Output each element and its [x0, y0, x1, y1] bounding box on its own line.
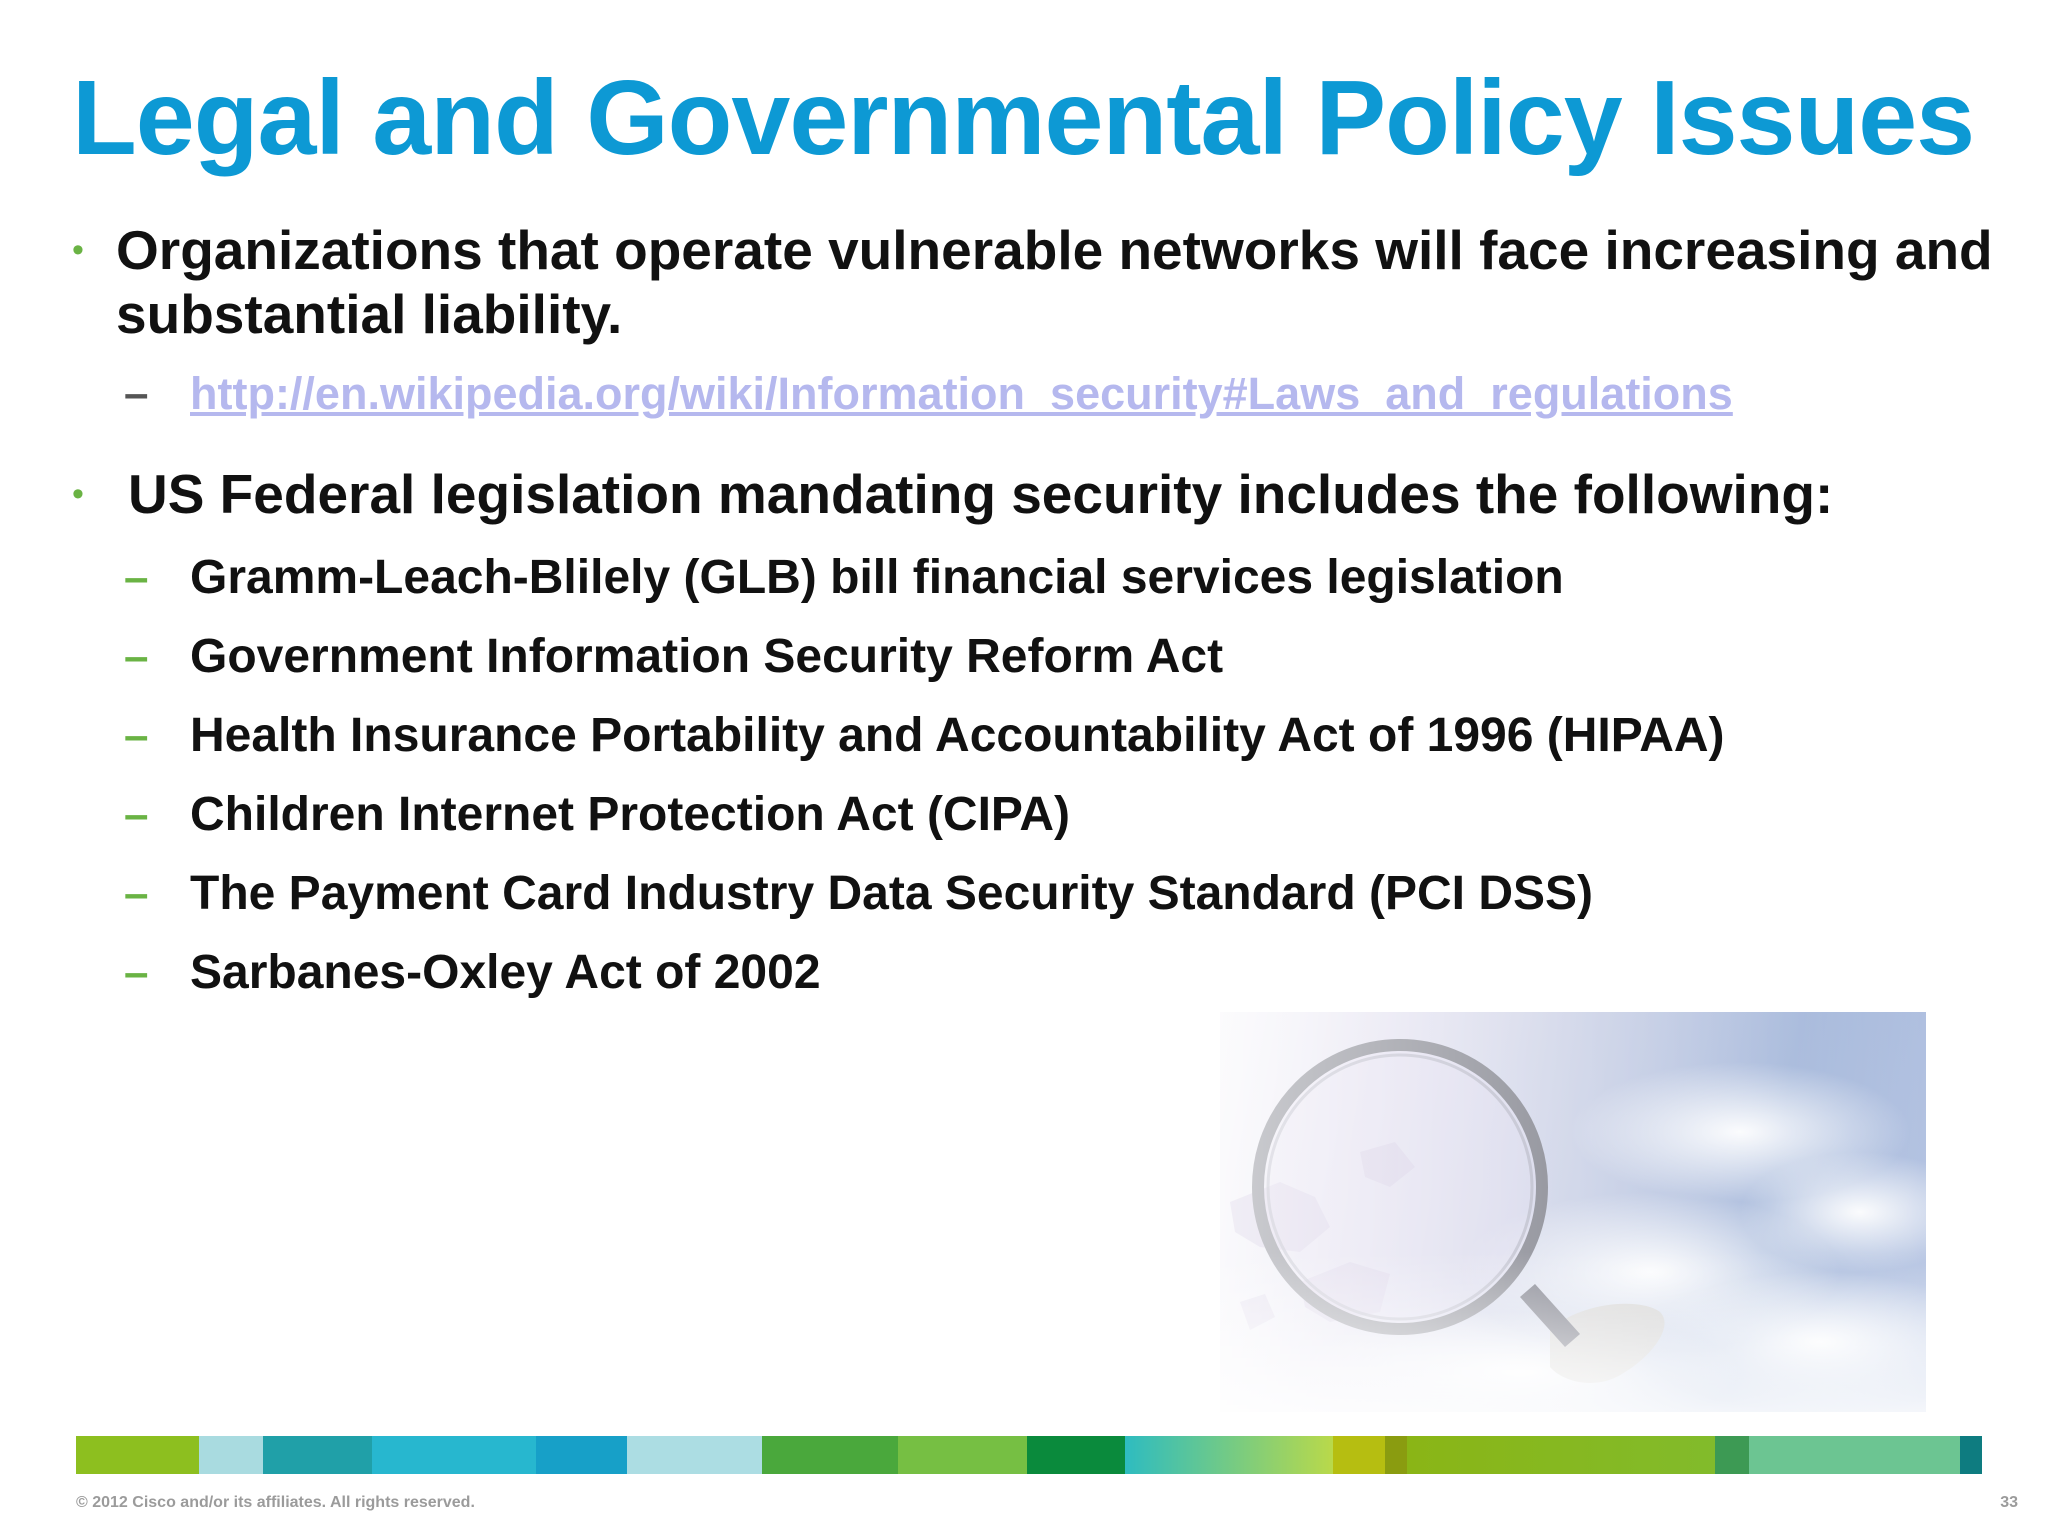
bullet-text: Organizations that operate vulnerable networks will face increasing and substantial liability. [116, 219, 1993, 345]
sub-item-text: The Payment Card Industry Data Security Standard (PCI DSS) [190, 867, 1593, 920]
bullet-dot-icon: • [72, 231, 84, 269]
sub-list-item [124, 785, 1070, 845]
sub-item-text: Sarbanes-Oxley Act of 2002 [190, 946, 821, 999]
dash-icon: – [124, 553, 149, 602]
copyright-notice: © 2012 Cisco and/or its affiliates. All rights reserved. [76, 1494, 475, 1511]
dash-icon: – [124, 790, 149, 839]
sub-list-item [124, 706, 1725, 766]
sub-list-item [124, 864, 1593, 924]
dash-icon: – [124, 869, 149, 918]
wikipedia-link[interactable]: http://en.wikipedia.org/wiki/Information_security#Laws_and_regulations [190, 368, 1733, 419]
bullet-item [72, 218, 2002, 346]
sub-item-text: Gramm-Leach-Blilely (GLB) bill financial services legislation [190, 551, 1564, 604]
sub-list-item [124, 548, 1564, 608]
magnifying-glass-photo [1220, 1012, 1926, 1412]
sub-item-text: Government Information Security Reform Act [190, 630, 1224, 683]
bullet-dot-icon: • [72, 475, 84, 513]
sub-item-text: Children Internet Protection Act (CIPA) [190, 788, 1071, 841]
sub-list-item [124, 943, 821, 1003]
sub-item-text: Health Insurance Portability and Accountability Act of 1996 (HIPAA) [190, 709, 1725, 762]
sub-list-item[interactable] [124, 364, 1733, 424]
page-number: 33 [2000, 1494, 2018, 1511]
magnifying-glass-icon [1220, 1012, 1926, 1412]
dash-icon: – [124, 711, 149, 760]
bullet-item [72, 462, 2002, 526]
dash-icon: – [124, 948, 149, 997]
sub-list-item [124, 627, 1223, 687]
decorative-color-bar [76, 1436, 1982, 1474]
bullet-text: US Federal legislation mandating security includes the following: [128, 463, 1834, 525]
slide-title: Legal and Governmental Policy Issues [72, 59, 1975, 177]
dash-icon: – [124, 369, 149, 418]
dash-icon: – [124, 632, 149, 681]
